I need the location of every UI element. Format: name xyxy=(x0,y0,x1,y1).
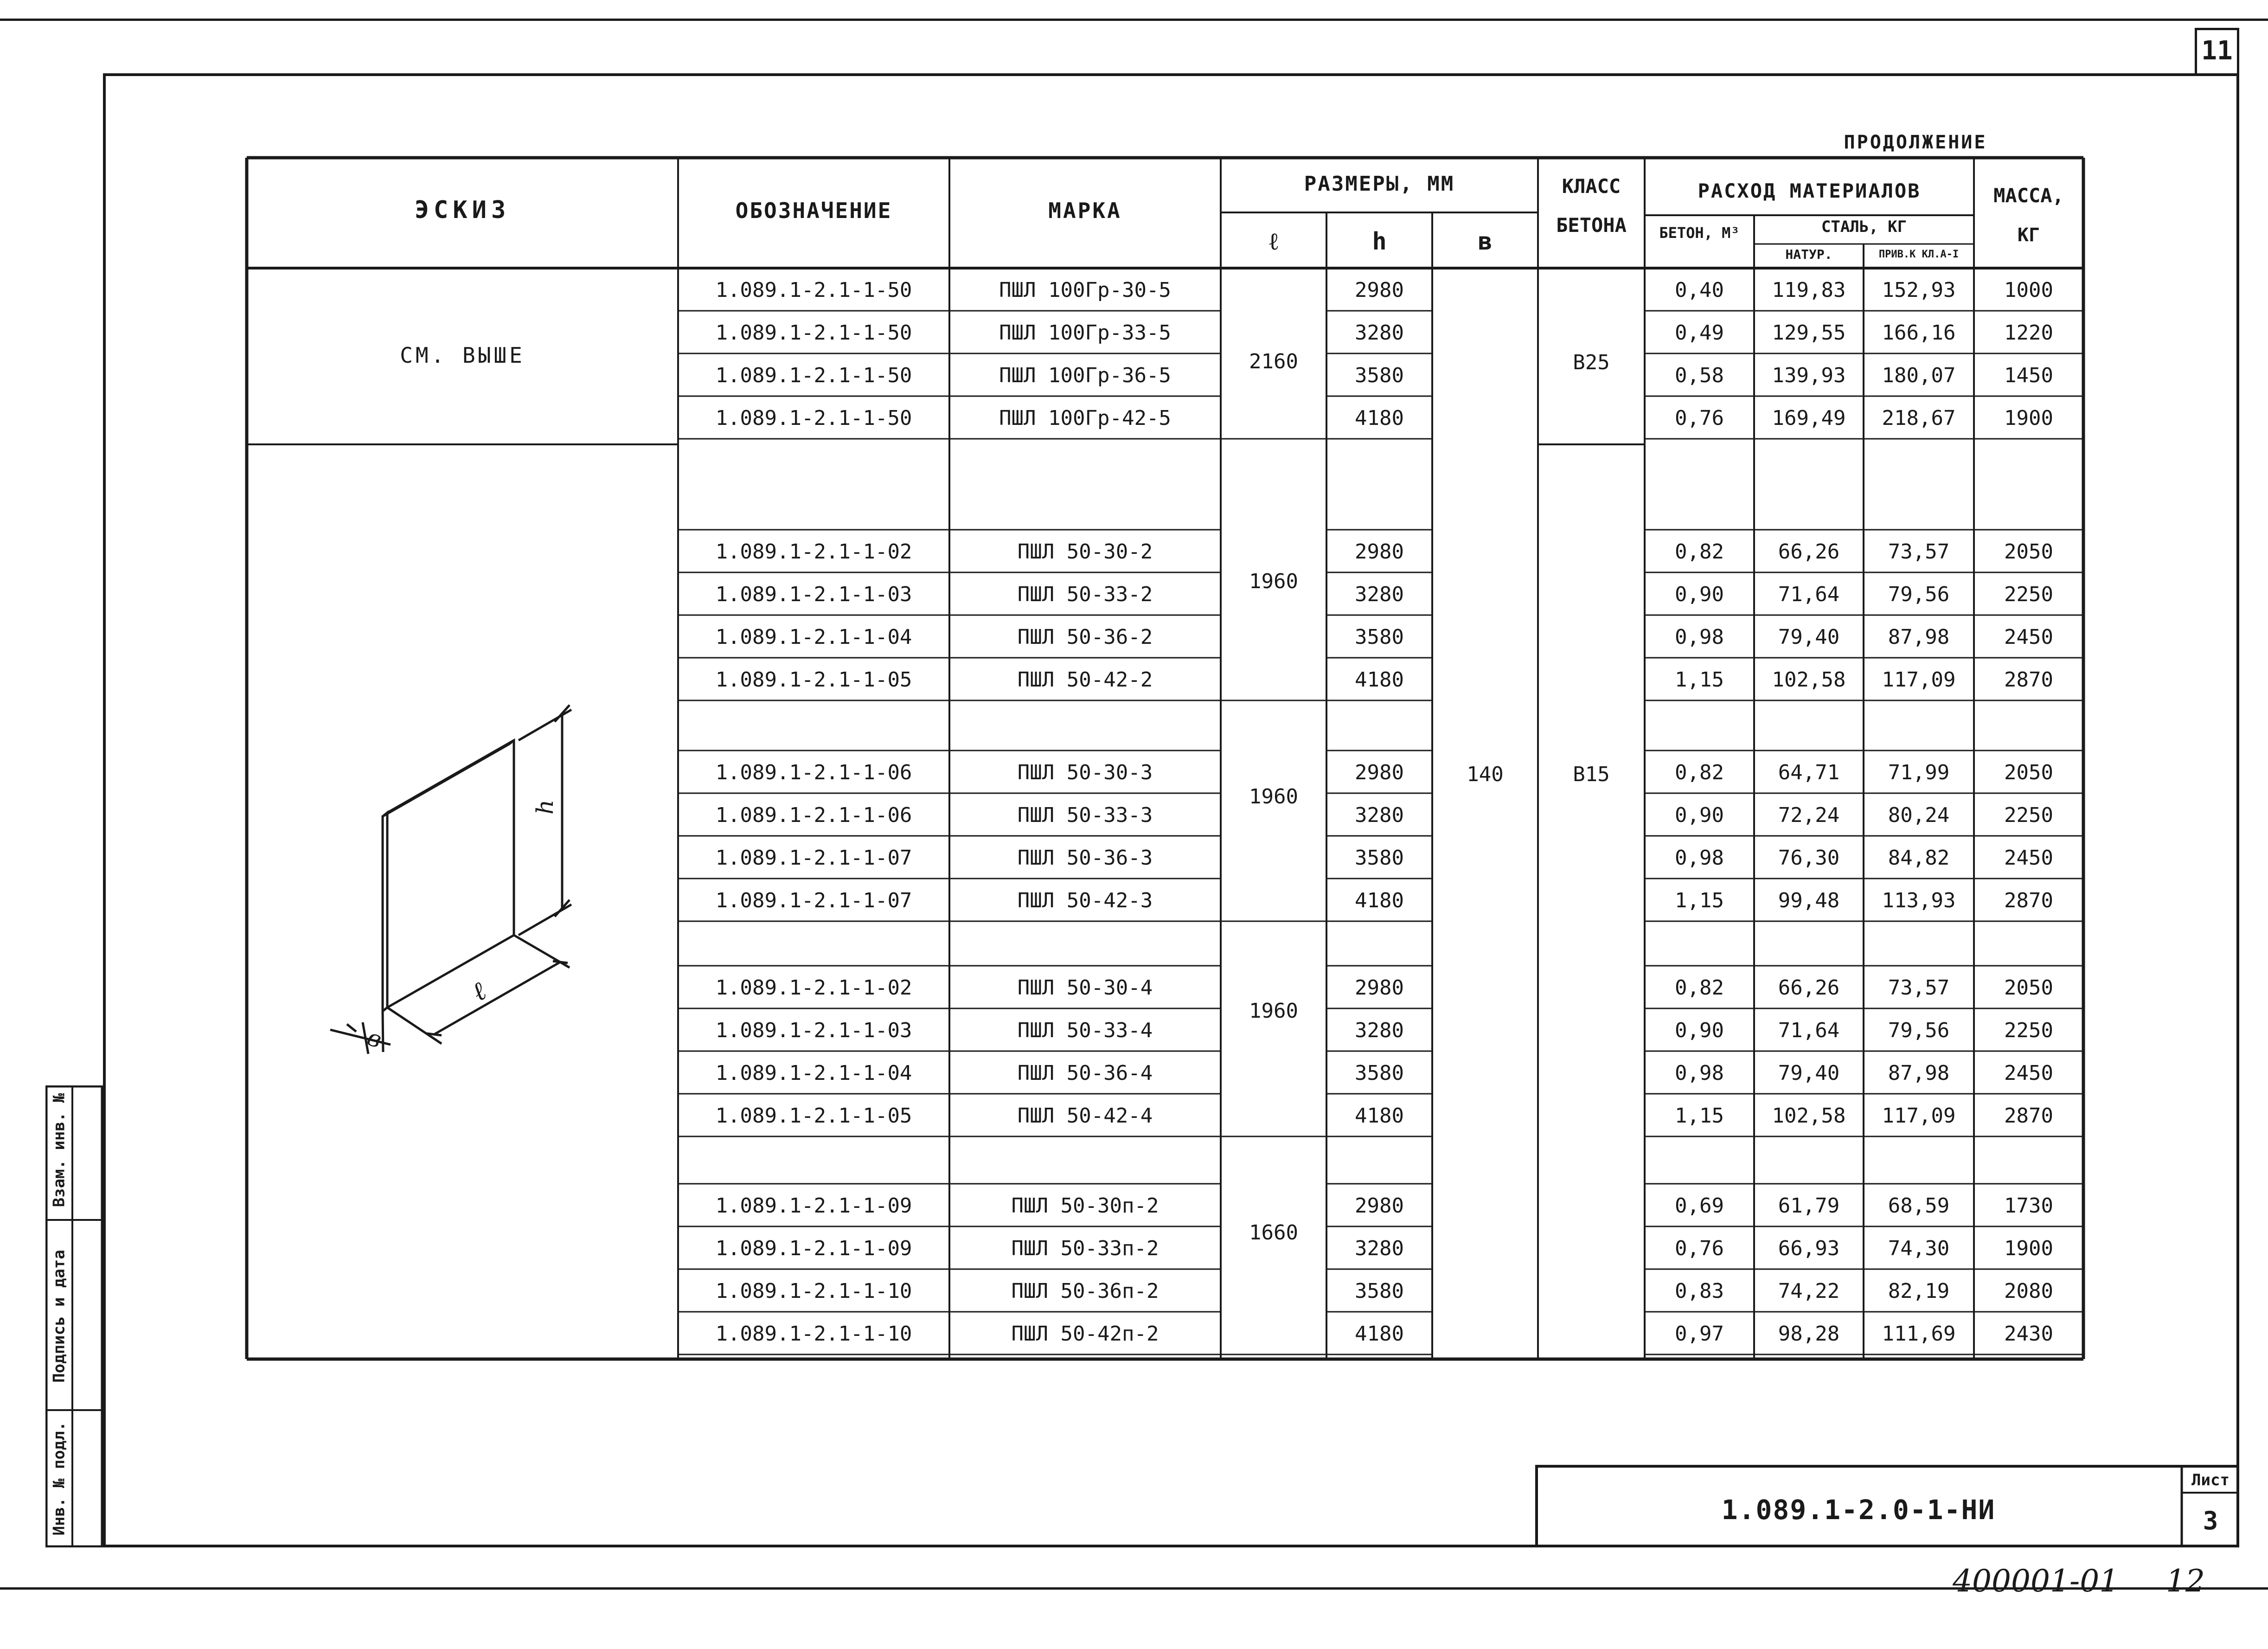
cell-h: 4180 xyxy=(1355,889,1404,912)
header-class-1: КЛАСС xyxy=(1562,175,1621,198)
cell-natural: 129,55 xyxy=(1772,321,1846,345)
cell-concrete: 0,58 xyxy=(1675,364,1724,387)
cell-mark: ПШЛ 50-33п-2 xyxy=(1011,1237,1159,1260)
cell-concrete: 0,76 xyxy=(1675,1237,1724,1260)
cell-reduced: 218,67 xyxy=(1882,406,1956,430)
class-b15: В15 xyxy=(1573,763,1610,786)
cell-reduced: 68,59 xyxy=(1888,1194,1950,1218)
cell-h: 3580 xyxy=(1355,1061,1404,1085)
cell-reduced: 111,69 xyxy=(1882,1322,1956,1346)
header-natural: НАТУР. xyxy=(1785,247,1832,262)
cell-reduced: 73,57 xyxy=(1888,976,1950,1000)
cell-concrete: 0,97 xyxy=(1675,1322,1724,1346)
cell-mark: ПШЛ 50-36-3 xyxy=(1017,846,1153,870)
cell-h: 3580 xyxy=(1355,846,1404,870)
cell-mark: ПШЛ 50-42-4 xyxy=(1017,1104,1153,1128)
cell-concrete: 0,82 xyxy=(1675,976,1724,1000)
dim-b-label: в xyxy=(363,1023,386,1054)
cell-mass: 1220 xyxy=(2004,321,2053,345)
cell-mass: 2870 xyxy=(2004,668,2053,692)
cell-reduced: 80,24 xyxy=(1888,803,1950,827)
cell-mass: 2870 xyxy=(2004,1104,2053,1128)
cell-concrete: 1,15 xyxy=(1675,668,1724,692)
cell-natural: 139,93 xyxy=(1772,364,1846,387)
cell-designation: 1.089.1-2.1-1-04 xyxy=(715,1061,912,1085)
cell-designation: 1.089.1-2.1-1-05 xyxy=(715,1104,912,1128)
cell-mass: 2870 xyxy=(2004,889,2053,912)
corner-number: 11 xyxy=(2201,36,2233,66)
cell-designation: 1.089.1-2.1-1-09 xyxy=(715,1237,912,1260)
cell-h: 2980 xyxy=(1355,761,1404,784)
cell-mass: 2450 xyxy=(2004,625,2053,649)
cell-natural: 79,40 xyxy=(1778,625,1840,649)
cell-mass: 2250 xyxy=(2004,583,2053,606)
stamp-vzam: Взам. инв. № xyxy=(50,1093,69,1207)
cell-h: 4180 xyxy=(1355,668,1404,692)
cell-mark: ПШЛ 100Гр-36-5 xyxy=(999,364,1171,387)
cell-mass: 2430 xyxy=(2004,1322,2053,1346)
cell-designation: 1.089.1-2.1-1-03 xyxy=(715,1019,912,1042)
cell-mark: ПШЛ 50-42п-2 xyxy=(1011,1322,1159,1346)
cell-designation: 1.089.1-2.1-1-02 xyxy=(715,976,912,1000)
cell-mark: ПШЛ 100Гр-30-5 xyxy=(999,278,1171,302)
dim-l-label: ℓ xyxy=(467,976,492,1008)
cell-reduced: 73,57 xyxy=(1888,540,1950,564)
header-steel: СТАЛЬ, КГ xyxy=(1821,218,1907,236)
cell-natural: 71,64 xyxy=(1778,1019,1840,1042)
cell-h: 3280 xyxy=(1355,583,1404,606)
cell-h: 3580 xyxy=(1355,364,1404,387)
cell-natural: 66,26 xyxy=(1778,976,1840,1000)
cell-mass: 1900 xyxy=(2004,1237,2053,1260)
cell-h: 3580 xyxy=(1355,625,1404,649)
cell-mark: ПШЛ 50-33-2 xyxy=(1017,583,1153,606)
cell-natural: 79,40 xyxy=(1778,1061,1840,1085)
header-sketch: ЭСКИЗ xyxy=(414,196,511,224)
b-value: 140 xyxy=(1467,763,1504,786)
cell-mark: ПШЛ 50-33-4 xyxy=(1017,1019,1153,1042)
cell-reduced: 84,82 xyxy=(1888,846,1950,870)
cell-h: 3280 xyxy=(1355,321,1404,345)
cell-mark: ПШЛ 50-42-2 xyxy=(1017,668,1153,692)
cell-h: 4180 xyxy=(1355,406,1404,430)
cell-natural: 102,58 xyxy=(1772,668,1846,692)
l-value-g1: 1960 xyxy=(1249,570,1298,593)
cell-mass: 1000 xyxy=(2004,278,2053,302)
cell-mark: ПШЛ 50-30п-2 xyxy=(1011,1194,1159,1218)
cell-natural: 99,48 xyxy=(1778,889,1840,912)
cell-concrete: 1,15 xyxy=(1675,1104,1724,1128)
cell-mass: 2450 xyxy=(2004,846,2053,870)
cell-concrete: 0,83 xyxy=(1675,1279,1724,1303)
cell-natural: 64,71 xyxy=(1778,761,1840,784)
cell-reduced: 74,30 xyxy=(1888,1237,1950,1260)
cell-mark: ПШЛ 50-36п-2 xyxy=(1011,1279,1159,1303)
cell-designation: 1.089.1-2.1-1-50 xyxy=(715,364,912,387)
cell-designation: 1.089.1-2.1-1-06 xyxy=(715,803,912,827)
header-h: h xyxy=(1372,228,1387,256)
cell-designation: 1.089.1-2.1-1-50 xyxy=(715,406,912,430)
cell-natural: 76,30 xyxy=(1778,846,1840,870)
cell-mass: 2050 xyxy=(2004,976,2053,1000)
cell-concrete: 0,69 xyxy=(1675,1194,1724,1218)
cell-designation: 1.089.1-2.1-1-07 xyxy=(715,889,912,912)
cell-reduced: 117,09 xyxy=(1882,668,1956,692)
cell-h: 4180 xyxy=(1355,1104,1404,1128)
cell-designation: 1.089.1-2.1-1-06 xyxy=(715,761,912,784)
cell-mark: ПШЛ 100Гр-33-5 xyxy=(999,321,1171,345)
panel-top-edge xyxy=(383,740,514,816)
cell-concrete: 0,90 xyxy=(1675,1019,1724,1042)
stamp-inv-podl: Инв. № подл. xyxy=(50,1421,69,1536)
cell-reduced: 113,93 xyxy=(1882,889,1956,912)
continuation-label: ПРОДОЛЖЕНИЕ xyxy=(1844,132,1987,153)
cell-reduced: 79,56 xyxy=(1888,583,1950,606)
cell-mass: 1900 xyxy=(2004,406,2053,430)
cell-concrete: 0,76 xyxy=(1675,406,1724,430)
cell-concrete: 0,98 xyxy=(1675,625,1724,649)
cell-mass: 1730 xyxy=(2004,1194,2053,1218)
cell-mass: 2450 xyxy=(2004,1061,2053,1085)
cell-concrete: 0,49 xyxy=(1675,321,1724,345)
cell-concrete: 0,82 xyxy=(1675,761,1724,784)
cell-concrete: 0,82 xyxy=(1675,540,1724,564)
cell-h: 4180 xyxy=(1355,1322,1404,1346)
title-block xyxy=(1535,1465,2239,1547)
cell-reduced: 79,56 xyxy=(1888,1019,1950,1042)
cell-concrete: 1,15 xyxy=(1675,889,1724,912)
header-class-2: БЕТОНА xyxy=(1556,214,1627,237)
footer-code: 400001-01 xyxy=(1953,1563,2119,1599)
cell-reduced: 71,99 xyxy=(1888,761,1950,784)
cell-natural: 71,64 xyxy=(1778,583,1840,606)
cell-mark: ПШЛ 50-42-3 xyxy=(1017,889,1153,912)
sheet-label: Лист xyxy=(2191,1471,2230,1489)
cell-mark: ПШЛ 50-30-3 xyxy=(1017,761,1153,784)
cell-natural: 102,58 xyxy=(1772,1104,1846,1128)
panel-face xyxy=(387,740,514,1007)
cell-h: 3580 xyxy=(1355,1279,1404,1303)
cell-h: 2980 xyxy=(1355,1194,1404,1218)
cell-concrete: 0,98 xyxy=(1675,1061,1724,1085)
cell-h: 3280 xyxy=(1355,1237,1404,1260)
dim-l-line xyxy=(434,962,560,1034)
cell-reduced: 82,19 xyxy=(1888,1279,1950,1303)
cell-h: 3280 xyxy=(1355,803,1404,827)
l-value-g2: 1960 xyxy=(1249,785,1298,808)
cell-concrete: 0,90 xyxy=(1675,803,1724,827)
cell-mark: ПШЛ 50-30-4 xyxy=(1017,976,1153,1000)
cell-designation: 1.089.1-2.1-1-04 xyxy=(715,625,912,649)
cell-concrete: 0,90 xyxy=(1675,583,1724,606)
cell-natural: 72,24 xyxy=(1778,803,1840,827)
cell-natural: 61,79 xyxy=(1778,1194,1840,1218)
header-mass-1: МАССА, xyxy=(1993,184,2064,207)
cell-reduced: 117,09 xyxy=(1882,1104,1956,1128)
cell-mark: ПШЛ 50-30-2 xyxy=(1017,540,1153,564)
cell-reduced: 87,98 xyxy=(1888,1061,1950,1085)
sheet-number: 3 xyxy=(2203,1506,2218,1535)
cell-natural: 119,83 xyxy=(1772,278,1846,302)
cell-reduced: 87,98 xyxy=(1888,625,1950,649)
cell-h: 2980 xyxy=(1355,976,1404,1000)
cell-mark: ПШЛ 50-36-4 xyxy=(1017,1061,1153,1085)
header-consumption: РАСХОД МАТЕРИАЛОВ xyxy=(1698,180,1921,202)
panel-sketch xyxy=(247,677,678,1081)
cell-mass: 1450 xyxy=(2004,364,2053,387)
cell-designation: 1.089.1-2.1-1-50 xyxy=(715,321,912,345)
cell-natural: 66,93 xyxy=(1778,1237,1840,1260)
header-sizes: РАЗМЕРЫ, ММ xyxy=(1304,172,1455,196)
l-value-g3: 1960 xyxy=(1249,999,1298,1023)
l-value-g0: 2160 xyxy=(1249,350,1298,373)
cell-concrete: 0,40 xyxy=(1675,278,1724,302)
cell-mark: ПШЛ 50-33-3 xyxy=(1017,803,1153,827)
header-b: в xyxy=(1478,228,1493,256)
class-b25: В25 xyxy=(1573,351,1610,374)
cell-mass: 2050 xyxy=(2004,761,2053,784)
cell-designation: 1.089.1-2.1-1-10 xyxy=(715,1322,912,1346)
cell-mark: ПШЛ 100Гр-42-5 xyxy=(999,406,1171,430)
cell-designation: 1.089.1-2.1-1-03 xyxy=(715,583,912,606)
cell-reduced: 152,93 xyxy=(1882,278,1956,302)
cell-h: 2980 xyxy=(1355,540,1404,564)
dim-h-label: h xyxy=(532,799,558,815)
header-designation: ОБОЗНАЧЕНИЕ xyxy=(735,198,892,223)
cell-designation: 1.089.1-2.1-1-02 xyxy=(715,540,912,564)
header-concrete: БЕТОН, М³ xyxy=(1659,224,1740,242)
see-above-note: СМ. ВЫШЕ xyxy=(400,343,525,368)
cell-reduced: 180,07 xyxy=(1882,364,1956,387)
header-l: ℓ xyxy=(1269,228,1278,256)
cell-reduced: 166,16 xyxy=(1882,321,1956,345)
cell-natural: 66,26 xyxy=(1778,540,1840,564)
cell-designation: 1.089.1-2.1-1-50 xyxy=(715,278,912,302)
cell-concrete: 0,98 xyxy=(1675,846,1724,870)
header-mass-2: КГ xyxy=(2017,225,2040,246)
cell-designation: 1.089.1-2.1-1-09 xyxy=(715,1194,912,1218)
header-mark: МАРКА xyxy=(1048,198,1122,223)
cell-mass: 2250 xyxy=(2004,1019,2053,1042)
cell-designation: 1.089.1-2.1-1-05 xyxy=(715,668,912,692)
doc-code: 1.089.1-2.0-1-НИ xyxy=(1721,1494,1996,1526)
l-value-g4: 1660 xyxy=(1249,1221,1298,1245)
cell-natural: 98,28 xyxy=(1778,1322,1840,1346)
header-reduced: ПРИВ.К КЛ.А-I xyxy=(1878,249,1959,260)
cell-h: 3280 xyxy=(1355,1019,1404,1042)
cell-mass: 2050 xyxy=(2004,540,2053,564)
cell-h: 2980 xyxy=(1355,278,1404,302)
cell-mass: 2080 xyxy=(2004,1279,2053,1303)
cell-natural: 169,49 xyxy=(1772,406,1846,430)
cell-designation: 1.089.1-2.1-1-07 xyxy=(715,846,912,870)
footer-page: 12 xyxy=(2166,1563,2205,1599)
cell-designation: 1.089.1-2.1-1-10 xyxy=(715,1279,912,1303)
cell-natural: 74,22 xyxy=(1778,1279,1840,1303)
cell-mark: ПШЛ 50-36-2 xyxy=(1017,625,1153,649)
stamp-podpis: Подпись и дата xyxy=(50,1250,69,1383)
cell-mass: 2250 xyxy=(2004,803,2053,827)
